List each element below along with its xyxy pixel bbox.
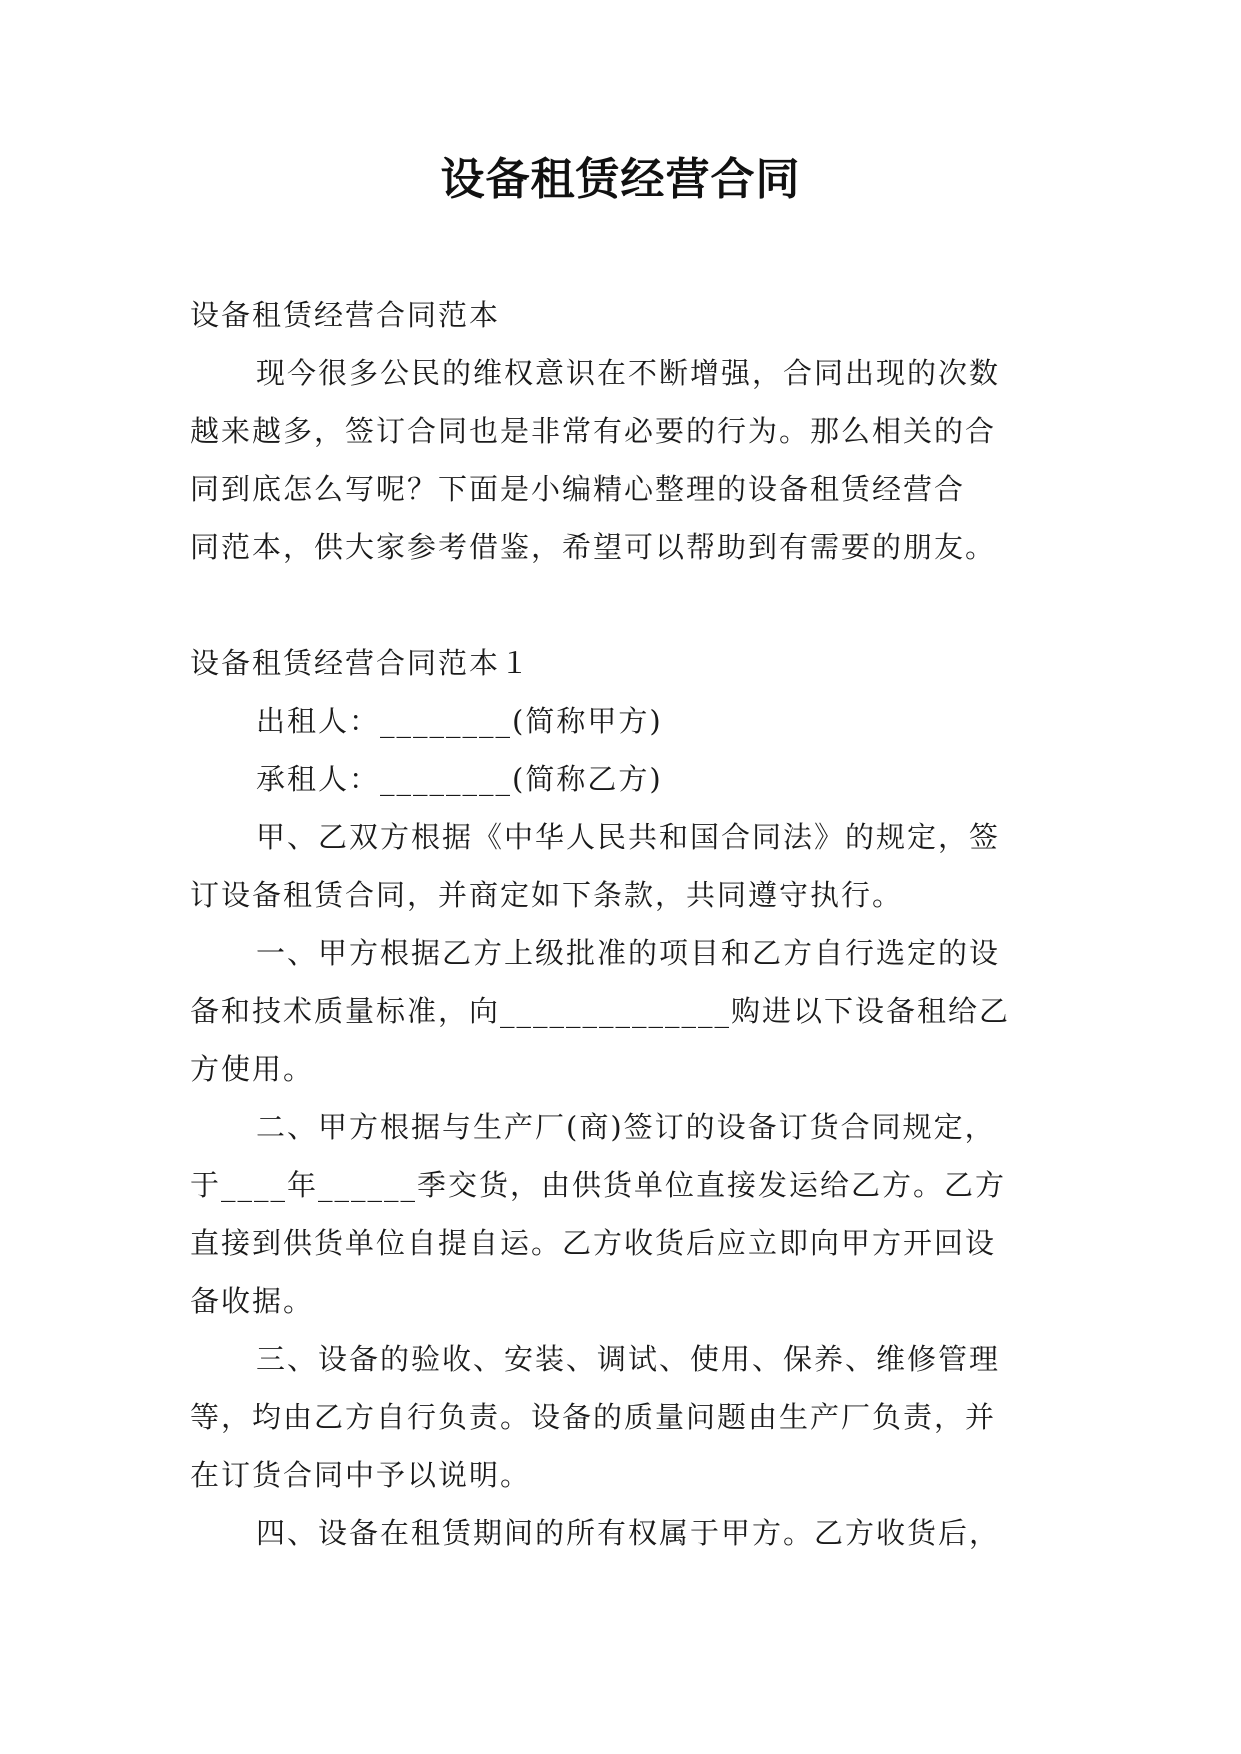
intro-line: 同到底怎么写呢？下面是小编精心整理的设备租赁经营合 <box>190 472 966 506</box>
clause-1-line: 方使用。 <box>190 1052 315 1086</box>
intro-line: 现今很多公民的维权意识在不断增强，合同出现的次数 <box>256 356 1001 390</box>
preamble-line: 订设备租赁合同，并商定如下条款，共同遵守执行。 <box>190 878 904 912</box>
preamble-line: 甲、乙双方根据《中华人民共和国合同法》的规定，签 <box>256 820 1001 854</box>
clause-2-line: 直接到供货单位自提自运。乙方收货后应立即向甲方开回设 <box>190 1226 997 1260</box>
clause-3-line: 三、设备的验收、安装、调试、使用、保养、维修管理 <box>256 1342 1001 1376</box>
clause-1-line: 一、甲方根据乙方上级批准的项目和乙方自行选定的设 <box>256 936 1001 970</box>
clause-3-line: 在订货合同中予以说明。 <box>190 1458 532 1492</box>
subtitle: 设备租赁经营合同范本 <box>190 298 501 332</box>
clause-2-line: 二、甲方根据与生产厂(商)签订的设备订货合同规定， <box>256 1110 996 1144</box>
document-title: 设备租赁经营合同 <box>440 154 801 205</box>
lessee-line: 承租人：________(简称乙方) <box>256 762 663 796</box>
intro-line: 同范本，供大家参考借鉴，希望可以帮助到有需要的朋友。 <box>190 530 997 564</box>
document-body <box>190 286 1050 1562</box>
clause-2-line: 备收据。 <box>190 1284 315 1318</box>
clause-2-line: 于____年______季交货，由供货单位直接发运给乙方。乙方 <box>190 1168 1007 1202</box>
paragraph-gap <box>190 576 1050 634</box>
clause-1-line: 备和技术质量标准，向______________购进以下设备租给乙 <box>190 994 1011 1028</box>
clause-3-line: 等，均由乙方自行负责。设备的质量问题由生产厂负责，并 <box>190 1400 997 1434</box>
section-heading: 设备租赁经营合同范本１ <box>190 646 532 680</box>
intro-line: 越来越多，签订合同也是非常有必要的行为。那么相关的合 <box>190 414 997 448</box>
lessor-line: 出租人：________(简称甲方) <box>256 704 663 738</box>
clause-4-line: 四、设备在租赁期间的所有权属于甲方。乙方收货后， <box>256 1516 1001 1550</box>
